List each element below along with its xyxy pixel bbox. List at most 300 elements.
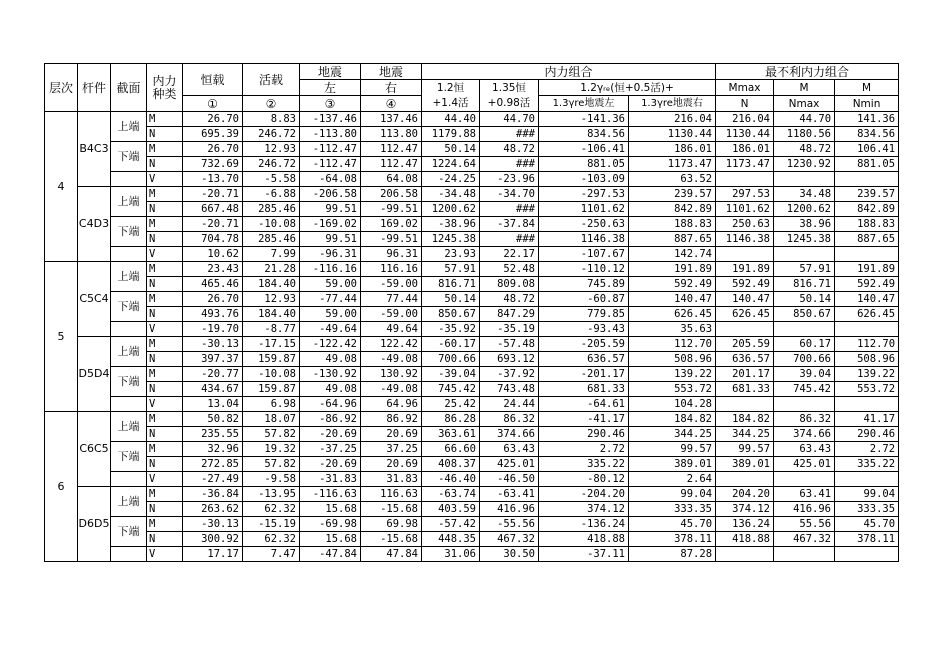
table-row xyxy=(45,292,899,307)
value-cell: 50.14 xyxy=(422,292,480,307)
table-row xyxy=(45,352,899,367)
value-cell: 850.67 xyxy=(774,307,835,322)
value-cell: 626.45 xyxy=(716,307,774,322)
value-cell: 467.32 xyxy=(774,532,835,547)
value-cell: 816.71 xyxy=(774,277,835,292)
force-type-cell: N xyxy=(147,427,183,442)
table-row xyxy=(45,277,899,292)
value-cell: 1173.47 xyxy=(716,157,774,172)
header-combo-2-line2: +0.98活 xyxy=(487,96,531,109)
value-cell: 553.72 xyxy=(629,382,716,397)
member-cell: D6D5 xyxy=(78,487,111,562)
value-cell: 1200.62 xyxy=(422,202,480,217)
value-cell: 23.43 xyxy=(183,262,243,277)
section-cell xyxy=(111,247,147,262)
value-cell: 636.57 xyxy=(716,352,774,367)
value-cell: 425.01 xyxy=(480,457,539,472)
value-cell xyxy=(835,322,899,337)
value-cell: 333.35 xyxy=(629,502,716,517)
value-cell: 745.42 xyxy=(422,382,480,397)
value-cell: 140.47 xyxy=(835,292,899,307)
value-cell: 63.43 xyxy=(480,442,539,457)
value-cell: 116.63 xyxy=(361,487,422,502)
value-cell: 887.65 xyxy=(835,232,899,247)
table-row xyxy=(45,247,899,262)
value-cell xyxy=(774,172,835,187)
value-cell: -130.92 xyxy=(300,367,361,382)
value-cell: -64.61 xyxy=(539,397,629,412)
force-type-cell: M xyxy=(147,367,183,382)
table-row xyxy=(45,202,899,217)
value-cell: 63.41 xyxy=(774,487,835,502)
value-cell: 834.56 xyxy=(835,127,899,142)
header-section: 截面 xyxy=(111,64,147,112)
header-combo-1 xyxy=(422,80,480,112)
section-cell: 下端 xyxy=(111,217,147,247)
value-cell: 44.70 xyxy=(774,112,835,127)
value-cell: ### xyxy=(480,157,539,172)
value-cell: 49.08 xyxy=(300,382,361,397)
value-cell: 626.45 xyxy=(629,307,716,322)
value-cell: -30.13 xyxy=(183,517,243,532)
value-cell: 130.92 xyxy=(361,367,422,382)
value-cell: 87.28 xyxy=(629,547,716,562)
value-cell: 12.93 xyxy=(243,142,300,157)
value-cell: 263.62 xyxy=(183,502,243,517)
value-cell: 99.04 xyxy=(835,487,899,502)
value-cell: -59.00 xyxy=(361,277,422,292)
value-cell: -137.46 xyxy=(300,112,361,127)
value-cell: 63.43 xyxy=(774,442,835,457)
table-row xyxy=(45,217,899,232)
header-combo-3-left: 1.3γre地震左 xyxy=(539,96,629,112)
value-cell: 139.22 xyxy=(629,367,716,382)
value-cell: -113.80 xyxy=(300,127,361,142)
value-cell: -63.74 xyxy=(422,487,480,502)
value-cell: -38.96 xyxy=(422,217,480,232)
value-cell: 239.57 xyxy=(629,187,716,202)
value-cell: 1130.44 xyxy=(629,127,716,142)
value-cell: -46.40 xyxy=(422,472,480,487)
value-cell: 887.65 xyxy=(629,232,716,247)
value-cell: 418.88 xyxy=(539,532,629,547)
value-cell: 553.72 xyxy=(835,382,899,397)
table-row xyxy=(45,442,899,457)
value-cell: 18.07 xyxy=(243,412,300,427)
value-cell: 285.46 xyxy=(243,232,300,247)
value-cell xyxy=(835,547,899,562)
table-row xyxy=(45,532,899,547)
value-cell: -106.41 xyxy=(539,142,629,157)
value-cell: 732.69 xyxy=(183,157,243,172)
value-cell: 66.60 xyxy=(422,442,480,457)
value-cell: 24.44 xyxy=(480,397,539,412)
value-cell: 184.82 xyxy=(716,412,774,427)
value-cell: 465.46 xyxy=(183,277,243,292)
value-cell: 23.93 xyxy=(422,247,480,262)
value-cell: 681.33 xyxy=(716,382,774,397)
value-cell: 186.01 xyxy=(629,142,716,157)
value-cell: -86.92 xyxy=(300,412,361,427)
value-cell: 184.82 xyxy=(629,412,716,427)
value-cell: ### xyxy=(480,127,539,142)
value-cell: 779.85 xyxy=(539,307,629,322)
value-cell: 31.06 xyxy=(422,547,480,562)
value-cell: 418.88 xyxy=(716,532,774,547)
header-m-1: M xyxy=(774,80,835,96)
value-cell: 106.41 xyxy=(835,142,899,157)
value-cell: 745.42 xyxy=(774,382,835,397)
value-cell: -37.25 xyxy=(300,442,361,457)
value-cell: 159.87 xyxy=(243,382,300,397)
value-cell: 26.70 xyxy=(183,292,243,307)
table-row xyxy=(45,457,899,472)
value-cell: 44.40 xyxy=(422,112,480,127)
table-row xyxy=(45,487,899,502)
value-cell xyxy=(716,172,774,187)
table-row xyxy=(45,502,899,517)
value-cell: 1173.47 xyxy=(629,157,716,172)
header-nmax: Nmax xyxy=(774,96,835,112)
value-cell: -96.31 xyxy=(300,247,361,262)
force-type-cell: M xyxy=(147,487,183,502)
value-cell: -69.98 xyxy=(300,517,361,532)
value-cell xyxy=(835,172,899,187)
table-row xyxy=(45,127,899,142)
value-cell: 335.22 xyxy=(835,457,899,472)
force-type-cell: M xyxy=(147,412,183,427)
value-cell: 159.87 xyxy=(243,352,300,367)
value-cell: 8.83 xyxy=(243,112,300,127)
force-type-cell: M xyxy=(147,442,183,457)
value-cell: 842.89 xyxy=(629,202,716,217)
value-cell: -49.64 xyxy=(300,322,361,337)
header-mmax: Mmax xyxy=(716,80,774,96)
value-cell: 250.63 xyxy=(716,217,774,232)
value-cell: 700.66 xyxy=(422,352,480,367)
value-cell: 31.83 xyxy=(361,472,422,487)
value-cell: 99.57 xyxy=(716,442,774,457)
value-cell: -46.50 xyxy=(480,472,539,487)
value-cell: -49.08 xyxy=(361,352,422,367)
value-cell: 15.68 xyxy=(300,502,361,517)
value-cell: -41.17 xyxy=(539,412,629,427)
value-cell xyxy=(716,547,774,562)
value-cell: -136.24 xyxy=(539,517,629,532)
header-eq-left: 左 xyxy=(300,80,361,96)
value-cell: 378.11 xyxy=(629,532,716,547)
value-cell: -201.17 xyxy=(539,367,629,382)
value-cell xyxy=(835,397,899,412)
value-cell: -204.20 xyxy=(539,487,629,502)
value-cell: 17.17 xyxy=(183,547,243,562)
member-cell: C5C4 xyxy=(78,262,111,337)
force-type-cell: M xyxy=(147,112,183,127)
table-row xyxy=(45,427,899,442)
force-type-cell: M xyxy=(147,187,183,202)
table-row xyxy=(45,262,899,277)
header-combination: 内力组合 xyxy=(422,64,716,80)
value-cell: 112.70 xyxy=(835,337,899,352)
value-cell: 52.48 xyxy=(480,262,539,277)
value-cell: 49.08 xyxy=(300,352,361,367)
value-cell: 467.32 xyxy=(480,532,539,547)
value-cell: -9.58 xyxy=(243,472,300,487)
value-cell: -10.08 xyxy=(243,217,300,232)
value-cell: -77.44 xyxy=(300,292,361,307)
table-row xyxy=(45,382,899,397)
value-cell: -15.19 xyxy=(243,517,300,532)
value-cell: 141.36 xyxy=(835,112,899,127)
value-cell: 184.40 xyxy=(243,307,300,322)
value-cell xyxy=(774,547,835,562)
value-cell: 216.04 xyxy=(629,112,716,127)
value-cell: 205.59 xyxy=(716,337,774,352)
value-cell: 50.14 xyxy=(774,292,835,307)
value-cell: -34.48 xyxy=(422,187,480,202)
value-cell: -47.84 xyxy=(300,547,361,562)
value-cell: 55.56 xyxy=(774,517,835,532)
value-cell: 37.25 xyxy=(361,442,422,457)
value-cell: 290.46 xyxy=(539,427,629,442)
force-type-cell: N xyxy=(147,352,183,367)
value-cell: 681.33 xyxy=(539,382,629,397)
force-type-cell: N xyxy=(147,382,183,397)
force-type-cell: V xyxy=(147,322,183,337)
header-combo-1-line2: +1.4活 xyxy=(432,96,469,109)
value-cell: 374.12 xyxy=(716,502,774,517)
header-live-load: 活载 xyxy=(243,64,300,96)
value-cell: 1230.92 xyxy=(774,157,835,172)
section-cell: 上端 xyxy=(111,487,147,517)
value-cell xyxy=(774,322,835,337)
value-cell: 45.70 xyxy=(629,517,716,532)
value-cell: 86.32 xyxy=(774,412,835,427)
header-index-4: ④ xyxy=(361,96,422,112)
table-row xyxy=(45,367,899,382)
table-row xyxy=(45,187,899,202)
header-index-2: ② xyxy=(243,96,300,112)
value-cell xyxy=(716,397,774,412)
value-cell: 62.32 xyxy=(243,502,300,517)
table-row xyxy=(45,472,899,487)
section-cell: 上端 xyxy=(111,412,147,442)
value-cell: 41.17 xyxy=(835,412,899,427)
value-cell: 235.55 xyxy=(183,427,243,442)
table-row xyxy=(45,172,899,187)
value-cell: 389.01 xyxy=(629,457,716,472)
value-cell: -36.84 xyxy=(183,487,243,502)
header-combo-3: 1.2γᵣₑ(恒+0.5活)+ xyxy=(539,80,716,96)
value-cell xyxy=(716,322,774,337)
value-cell: ### xyxy=(480,232,539,247)
value-cell: -297.53 xyxy=(539,187,629,202)
header-index-1: ① xyxy=(183,96,243,112)
value-cell: 60.17 xyxy=(774,337,835,352)
value-cell: 86.92 xyxy=(361,412,422,427)
value-cell: 142.74 xyxy=(629,247,716,262)
value-cell: 44.70 xyxy=(480,112,539,127)
value-cell: -49.08 xyxy=(361,382,422,397)
force-type-cell: V xyxy=(147,172,183,187)
value-cell: 63.52 xyxy=(629,172,716,187)
value-cell: 22.17 xyxy=(480,247,539,262)
value-cell: 300.92 xyxy=(183,532,243,547)
header-worst-combination: 最不利内力组合 xyxy=(716,64,899,80)
value-cell: -23.96 xyxy=(480,172,539,187)
value-cell: 881.05 xyxy=(835,157,899,172)
force-type-cell: M xyxy=(147,517,183,532)
force-type-cell: V xyxy=(147,472,183,487)
member-cell: D5D4 xyxy=(78,337,111,412)
value-cell: -57.48 xyxy=(480,337,539,352)
value-cell: 140.47 xyxy=(716,292,774,307)
force-type-cell: M xyxy=(147,262,183,277)
force-type-cell: N xyxy=(147,232,183,247)
value-cell: 204.20 xyxy=(716,487,774,502)
value-cell: 704.78 xyxy=(183,232,243,247)
value-cell: 1245.38 xyxy=(774,232,835,247)
header-index-3: ③ xyxy=(300,96,361,112)
value-cell: 116.16 xyxy=(361,262,422,277)
value-cell: 416.96 xyxy=(774,502,835,517)
value-cell: 47.84 xyxy=(361,547,422,562)
value-cell: -34.70 xyxy=(480,187,539,202)
value-cell: -30.13 xyxy=(183,337,243,352)
value-cell: -37.84 xyxy=(480,217,539,232)
value-cell: 64.96 xyxy=(361,397,422,412)
value-cell: 246.72 xyxy=(243,127,300,142)
value-cell: 745.89 xyxy=(539,277,629,292)
header-n: N xyxy=(716,96,774,112)
value-cell: 425.01 xyxy=(774,457,835,472)
value-cell: 12.93 xyxy=(243,292,300,307)
table-row xyxy=(45,322,899,337)
value-cell: 13.04 xyxy=(183,397,243,412)
table-row xyxy=(45,397,899,412)
value-cell xyxy=(716,247,774,262)
value-cell: 246.72 xyxy=(243,157,300,172)
value-cell: -112.47 xyxy=(300,142,361,157)
value-cell: -64.08 xyxy=(300,172,361,187)
value-cell: -93.43 xyxy=(539,322,629,337)
value-cell: 592.49 xyxy=(629,277,716,292)
value-cell: ### xyxy=(480,202,539,217)
value-cell: 374.66 xyxy=(480,427,539,442)
value-cell: -8.77 xyxy=(243,322,300,337)
value-cell xyxy=(835,472,899,487)
value-cell: 1224.64 xyxy=(422,157,480,172)
value-cell: -20.69 xyxy=(300,427,361,442)
table-row xyxy=(45,142,899,157)
table-row xyxy=(45,232,899,247)
value-cell: -31.83 xyxy=(300,472,361,487)
value-cell: 700.66 xyxy=(774,352,835,367)
value-cell: -122.42 xyxy=(300,337,361,352)
value-cell: 57.91 xyxy=(774,262,835,277)
value-cell: 59.00 xyxy=(300,307,361,322)
section-cell: 下端 xyxy=(111,442,147,472)
value-cell: 112.47 xyxy=(361,157,422,172)
value-cell: 49.64 xyxy=(361,322,422,337)
header-dead-load: 恒载 xyxy=(183,64,243,96)
value-cell: 285.46 xyxy=(243,202,300,217)
value-cell: 626.45 xyxy=(835,307,899,322)
value-cell: -250.63 xyxy=(539,217,629,232)
value-cell: 290.46 xyxy=(835,427,899,442)
force-type-cell: M xyxy=(147,142,183,157)
value-cell: 188.83 xyxy=(629,217,716,232)
value-cell: 408.37 xyxy=(422,457,480,472)
value-cell: 693.12 xyxy=(480,352,539,367)
value-cell: -37.11 xyxy=(539,547,629,562)
value-cell: 344.25 xyxy=(716,427,774,442)
value-cell: 57.82 xyxy=(243,427,300,442)
value-cell xyxy=(774,397,835,412)
value-cell: 2.72 xyxy=(835,442,899,457)
value-cell: 48.72 xyxy=(480,142,539,157)
section-cell xyxy=(111,547,147,562)
value-cell: 59.00 xyxy=(300,277,361,292)
force-type-cell: N xyxy=(147,127,183,142)
section-cell xyxy=(111,397,147,412)
header-eq-left-title: 地震 xyxy=(300,64,361,80)
internal-force-table xyxy=(44,63,899,562)
value-cell: -17.15 xyxy=(243,337,300,352)
value-cell: 184.40 xyxy=(243,277,300,292)
section-cell: 下端 xyxy=(111,517,147,547)
value-cell: 374.12 xyxy=(539,502,629,517)
value-cell: -20.71 xyxy=(183,217,243,232)
value-cell: 1101.62 xyxy=(539,202,629,217)
value-cell: 188.83 xyxy=(835,217,899,232)
value-cell: -37.92 xyxy=(480,367,539,382)
value-cell: -5.58 xyxy=(243,172,300,187)
value-cell: -35.92 xyxy=(422,322,480,337)
value-cell: -20.71 xyxy=(183,187,243,202)
value-cell: 1146.38 xyxy=(539,232,629,247)
value-cell: 1146.38 xyxy=(716,232,774,247)
value-cell: -116.16 xyxy=(300,262,361,277)
force-type-cell: V xyxy=(147,397,183,412)
force-type-cell: N xyxy=(147,157,183,172)
value-cell: 32.96 xyxy=(183,442,243,457)
value-cell: 335.22 xyxy=(539,457,629,472)
section-cell: 上端 xyxy=(111,337,147,367)
table-row xyxy=(45,412,899,427)
header-m-2: M xyxy=(835,80,899,96)
value-cell: -39.04 xyxy=(422,367,480,382)
member-cell: B4C3 xyxy=(78,112,111,187)
member-cell: C6C5 xyxy=(78,412,111,487)
value-cell: 297.53 xyxy=(716,187,774,202)
value-cell: 7.47 xyxy=(243,547,300,562)
value-cell: 30.50 xyxy=(480,547,539,562)
value-cell: 34.48 xyxy=(774,187,835,202)
value-cell: 7.99 xyxy=(243,247,300,262)
value-cell: 139.22 xyxy=(835,367,899,382)
value-cell: -24.25 xyxy=(422,172,480,187)
force-type-cell: M xyxy=(147,337,183,352)
force-type-cell: M xyxy=(147,217,183,232)
force-type-cell: N xyxy=(147,307,183,322)
value-cell: 206.58 xyxy=(361,187,422,202)
value-cell: 842.89 xyxy=(835,202,899,217)
header-combo-1-line1: 1.2恒 xyxy=(436,81,465,94)
value-cell: 6.98 xyxy=(243,397,300,412)
value-cell: -141.36 xyxy=(539,112,629,127)
value-cell: 57.91 xyxy=(422,262,480,277)
